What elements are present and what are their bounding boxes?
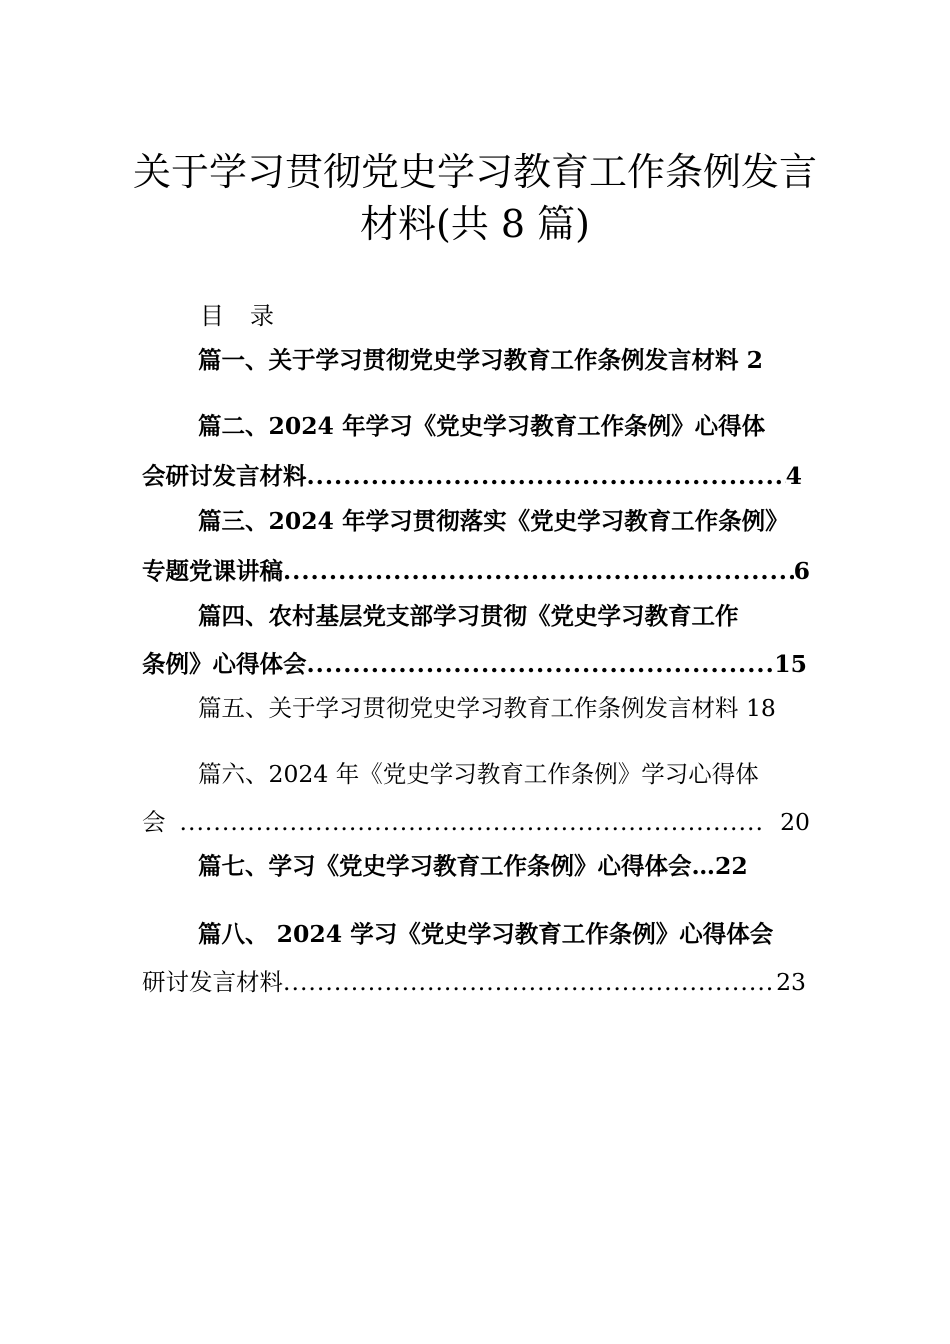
toc-entry-2-line1[interactable]: 篇二、2024 年学习《党史学习教育工作条例》心得体 [198,412,766,440]
toc-entry-8-text: 研讨发言材料 [142,968,283,996]
toc-leader-dots [283,966,776,998]
toc-entry-4-page: 15 [774,650,807,678]
toc-entry-6-page: 20 [780,808,810,836]
toc-entry-7[interactable]: 篇七、学习《党史学习教育工作条例》心得体会…22 [198,852,748,880]
toc-entry-3-line1[interactable]: 篇三、2024 年学习贯彻落实《党史学习教育工作条例》 [198,507,789,535]
toc-entry-8-line1[interactable]: 篇八、 2024 学习《党史学习教育工作条例》心得体会 [198,920,774,948]
toc-entry-8-page: 23 [776,968,806,996]
toc-entry-4-line1[interactable]: 篇四、农村基层党支部学习贯彻《党史学习教育工作 [198,602,739,630]
toc-entry-6-line1[interactable]: 篇六、2024 年《党史学习教育工作条例》学习心得体 [198,760,759,788]
toc-entry-4-text: 条例》心得体会 [142,650,307,678]
toc-entry-6-line2[interactable] [142,806,810,838]
toc-entry-6-text: 会 [142,808,166,836]
toc-entry-2-line2[interactable] [142,460,802,492]
toc-entry-8-line2[interactable] [142,966,806,998]
toc-entry-3-page: 6 [793,557,810,585]
toc-entry-1[interactable]: 篇一、关于学习贯彻党史学习教育工作条例发言材料 2 [198,346,764,374]
toc-leader-dots [307,648,775,680]
toc-leader-dots [180,806,767,838]
toc-entry-4-line2[interactable] [142,648,807,680]
toc-leader-dots [307,460,786,492]
document-title-line-2: 材料(共 8 篇) [360,202,590,246]
toc-entry-3-line2[interactable] [142,555,810,587]
toc-entry-2-text: 会研讨发言材料 [142,462,307,490]
document-title-line-1: 关于学习贯彻党史学习教育工作条例发言 [132,150,817,194]
toc-leader-dots [283,555,794,587]
toc-entry-5[interactable]: 篇五、关于学习贯彻党史学习教育工作条例发言材料 18 [198,694,776,722]
toc-entry-2-page: 4 [785,462,802,490]
toc-entry-3-text: 专题党课讲稿 [142,557,283,585]
toc-heading: 目录 [200,302,300,330]
